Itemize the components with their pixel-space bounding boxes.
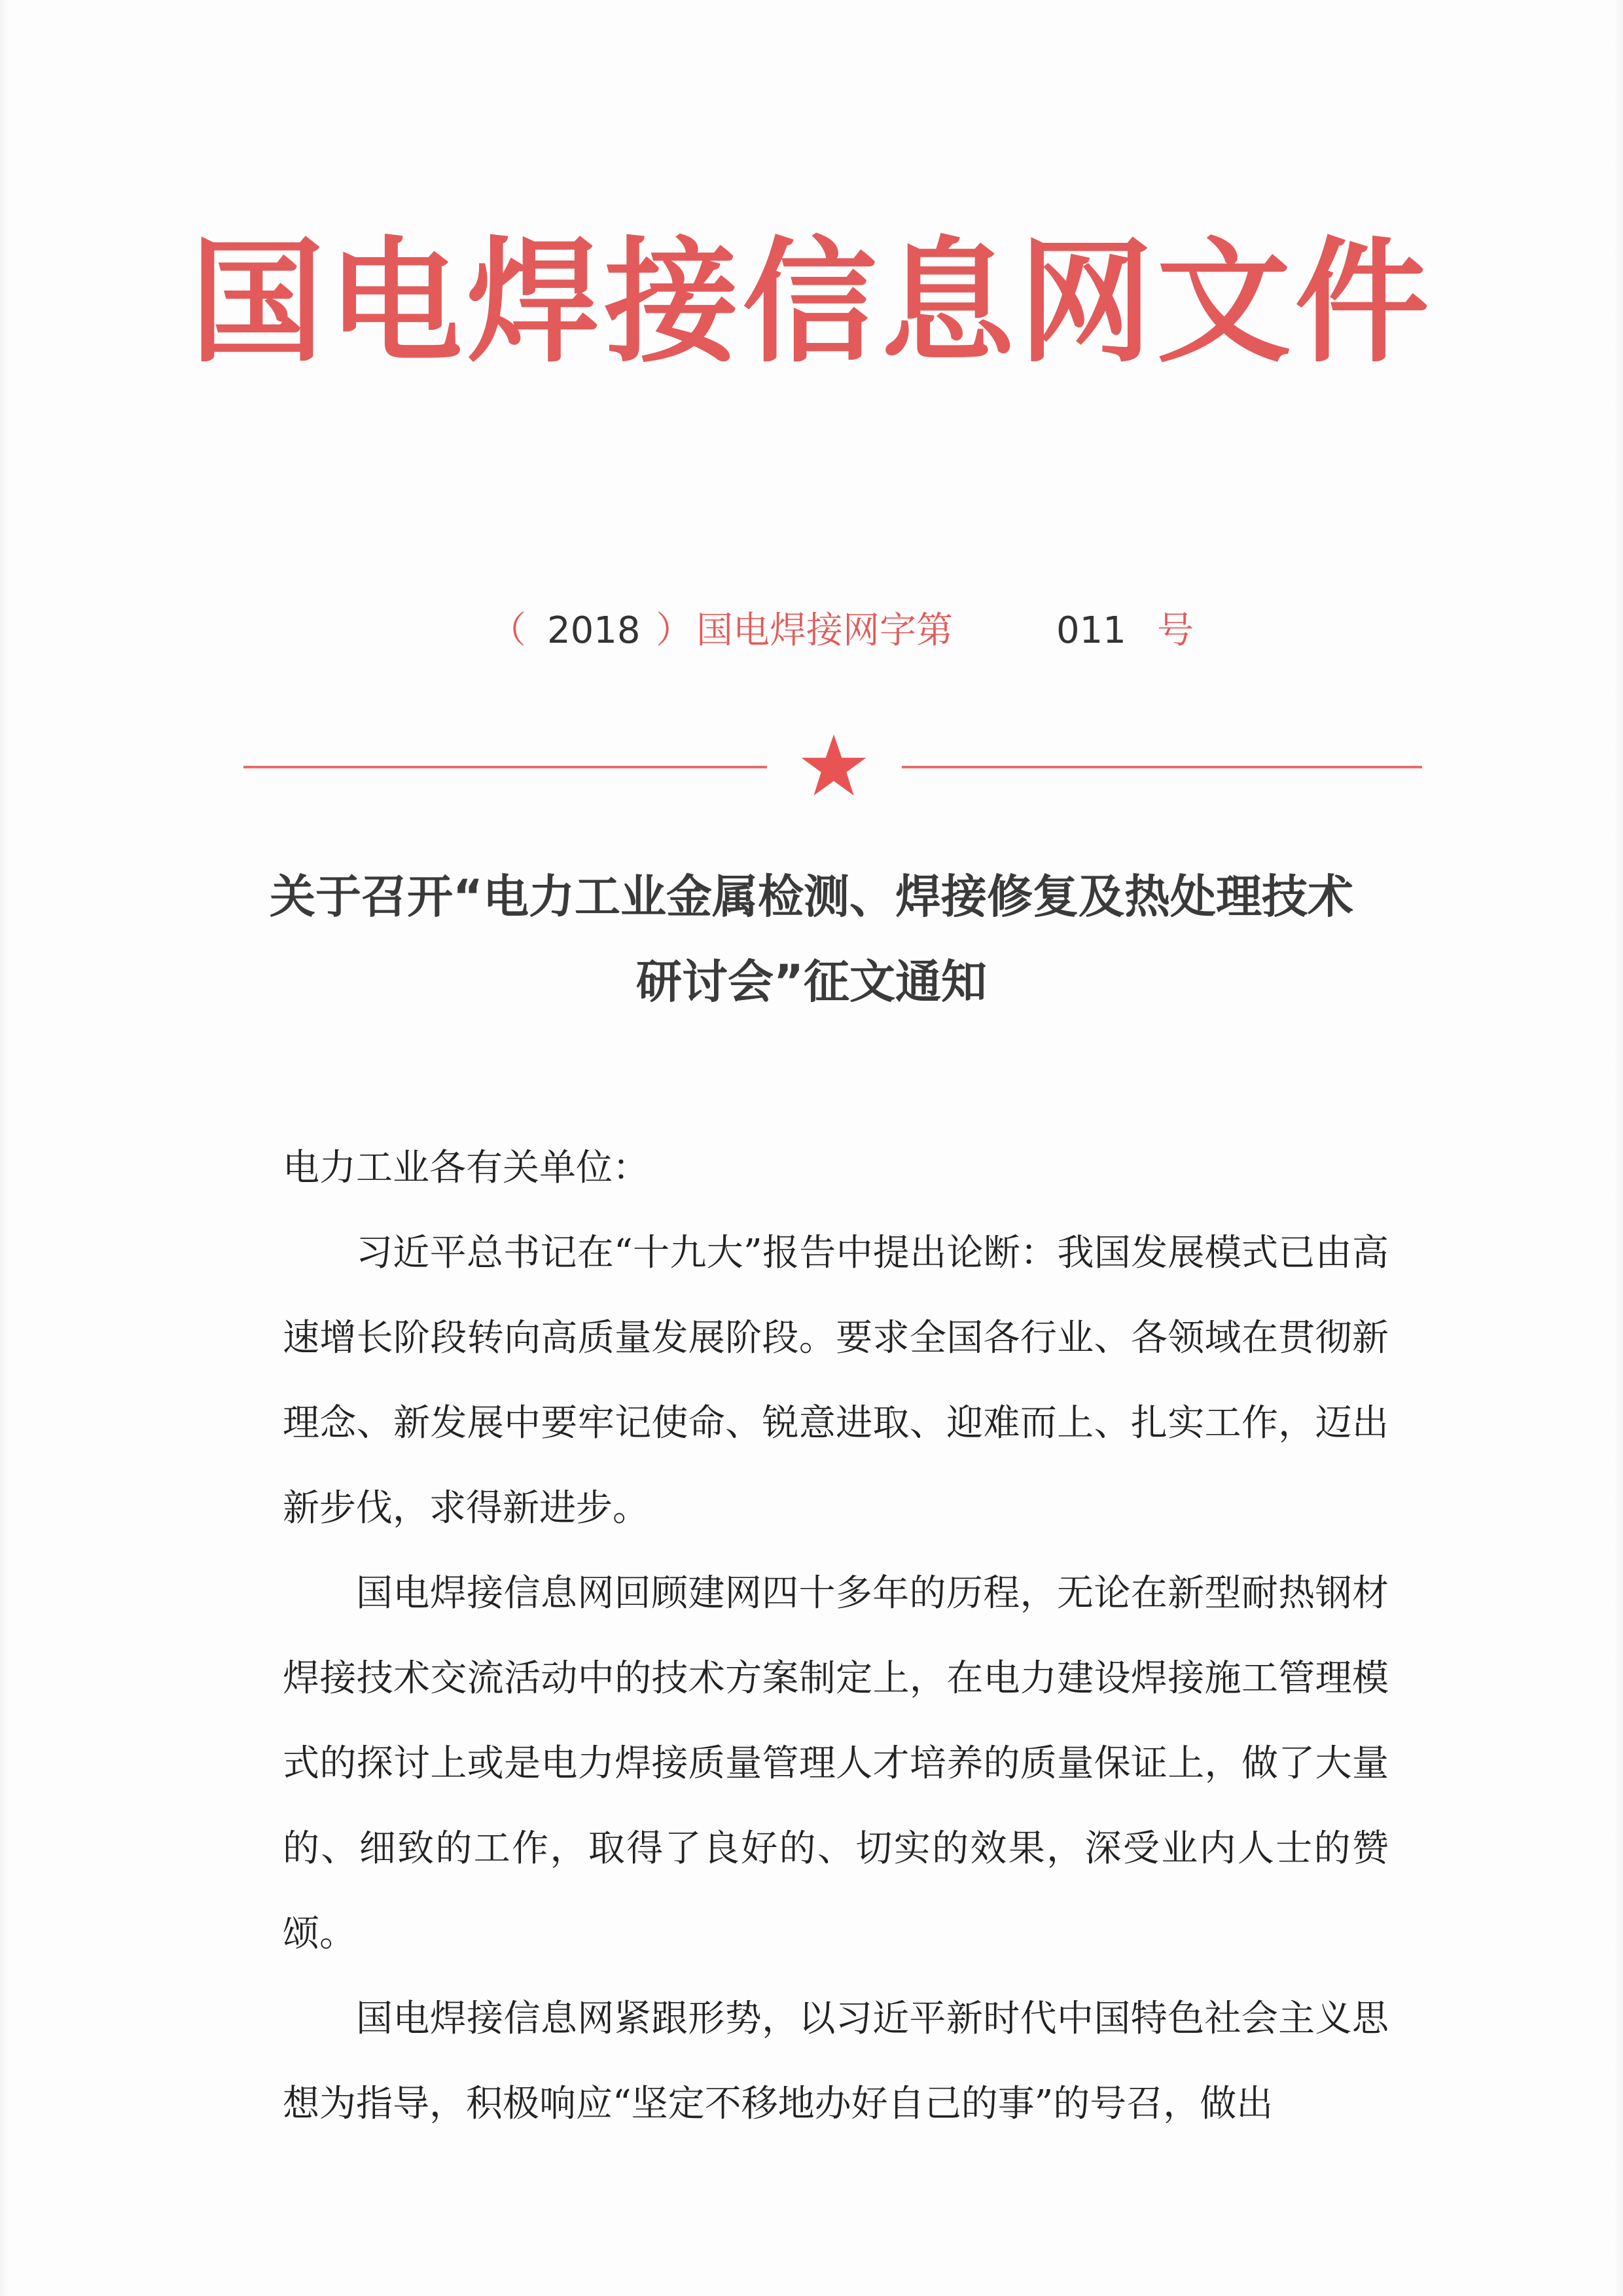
star-icon	[800, 732, 868, 800]
doc-number-value: 011	[1056, 609, 1126, 652]
doc-number-year: 2018	[547, 609, 641, 652]
separator-line-right	[902, 766, 1422, 768]
doc-number-close-paren: ）	[656, 609, 692, 652]
notice-body	[283, 1126, 1389, 2147]
body-paragraph: 国电焊接信息网紧跟形势，以习近平新时代中国特色社会主义思想为指导，积极响应“坚定不移地办好自己的事”的号召，做出	[283, 1998, 1389, 2125]
document-masthead: 国电焊接信息网文件	[190, 225, 1433, 381]
notice-title	[196, 854, 1427, 1024]
doc-number-suffix: 号	[1157, 609, 1194, 652]
body-paragraph: 国电焊接信息网回顾建网四十多年的历程，无论在新型耐热钢材焊接技术交流活动中的技术方案制定上，在电力建设焊接施工管理模式的探讨上或是电力焊接质量管理人才培养的质量保证上，做了大量的、细致的工作，取得了良好的、切实的效果，深受业内人士的赞颂。	[283, 1572, 1389, 1955]
notice-title-line-1: 关于召开“电力工业金属检测、焊接修复及热处理技术	[269, 870, 1353, 924]
salutation: 电力工业各有关单位：	[283, 1147, 649, 1189]
doc-number-prefix: 国电焊接网字第	[696, 609, 953, 652]
notice-title-line-2: 研讨会”征文通知	[635, 955, 987, 1009]
separator-line-left	[243, 766, 767, 768]
doc-number-open-paren: （	[490, 609, 526, 652]
body-paragraph: 习近平总书记在“十九大”报告中提出论断：我国发展模式已由高速增长阶段转向高质量发展阶段。要求全国各行业、各领域在贯彻新理念、新发展中要牢记使命、锐意进取、迎难而上、扎实工作，迈出新步伐，求得新进步。	[283, 1232, 1389, 1530]
